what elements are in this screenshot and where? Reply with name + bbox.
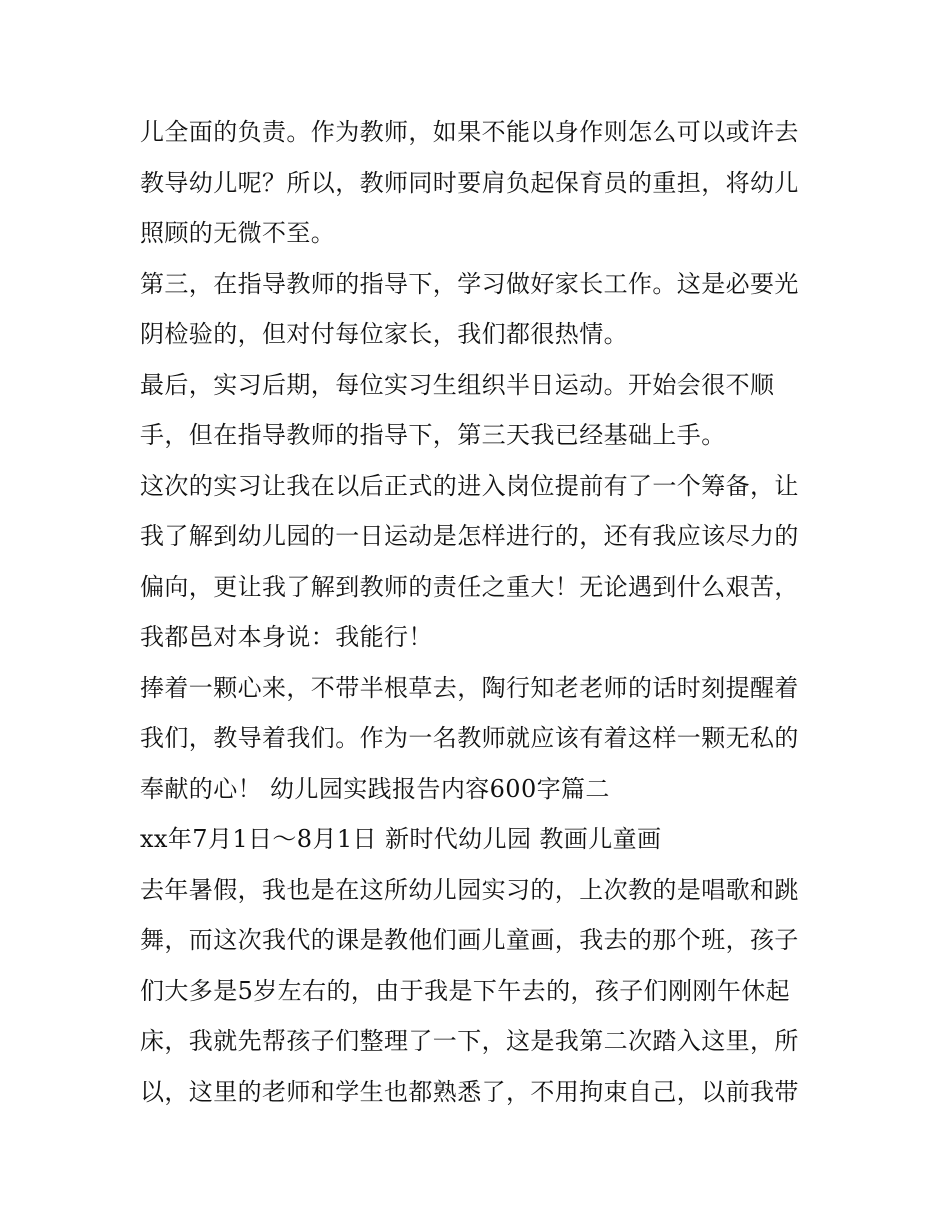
- text-line: 我们，教导着我们。作为一名教师就应该有着这样一颗无私的: [140, 724, 799, 752]
- text-line: 儿全面的负责。作为教师，如果不能以身作则怎么可以或许去: [140, 118, 799, 146]
- text-line: 去年暑假，我也是在这所幼儿园实习的，上次教的是唱歌和跳: [140, 875, 799, 904]
- text-line: 这次的实习让我在以后正式的进入岗位提前有了一个筹备，让: [140, 471, 799, 500]
- text-line: 捧着一颗心来，不带半根草去，陶行知老老师的话时刻提醒着: [140, 673, 799, 702]
- text-line: 照顾的无微不至。: [140, 219, 336, 247]
- text-line: 最后，实习后期，每位实习生组织半日运动。开始会很不顺: [140, 370, 775, 399]
- text-line: 以，这里的老师和学生也都熟悉了，不用拘束自己，以前我带: [140, 1077, 799, 1106]
- text-line: 我了解到幼儿园的一日运动是怎样进行的，还有我应该尽力的: [140, 522, 799, 550]
- text-line: 我都邑对本身说：我能行！: [140, 623, 433, 651]
- text-line: 偏向，更让我了解到教师的责任之重大！无论遇到什么艰苦，: [140, 572, 799, 601]
- text-line: 舞，而这次我代的课是教他们画儿童画，我去的那个班，孩子: [140, 926, 799, 954]
- body-text: [140, 107, 820, 1117]
- text-line: 床，我就先帮孩子们整理了一下，这是我第二次踏入这里，所: [140, 1027, 799, 1055]
- text-line: 阴检验的，但对付每位家长，我们都很热情。: [140, 320, 628, 348]
- text-line: 第三，在指导教师的指导下，学习做好家长工作。这是必要光: [140, 269, 799, 298]
- text-line: 手，但在指导教师的指导下，第三天我已经基础上手。: [140, 421, 726, 449]
- text-line: 们大多是5岁左右的，由于我是下午去的，孩子们刚刚午休起: [140, 976, 791, 1005]
- text-line: 奉献的心！ 幼儿园实践报告内容600字篇二: [140, 774, 610, 803]
- text-line: xx年7月1日～8月1日 新时代幼儿园 教画儿童画: [140, 825, 662, 853]
- text-line: 教导幼儿呢？所以，教师同时要肩负起保育员的重担，将幼儿: [140, 168, 799, 197]
